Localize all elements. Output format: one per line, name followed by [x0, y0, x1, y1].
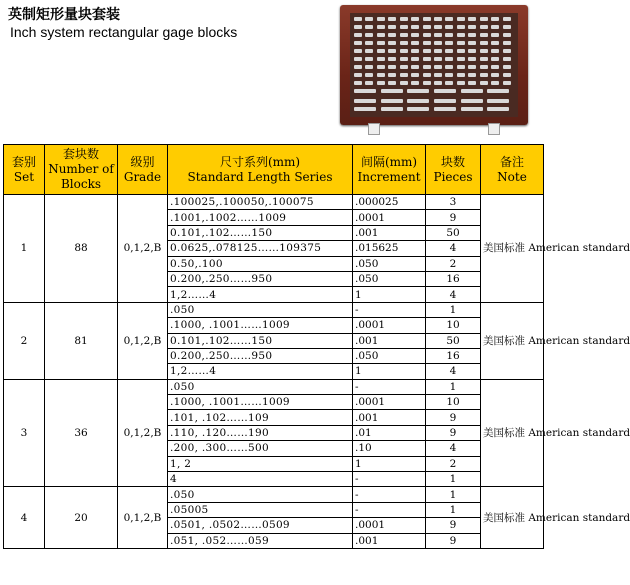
- page-title-chinese: 英制矩形量块套装: [8, 7, 120, 23]
- increment-cell: .0001: [353, 318, 426, 333]
- header-grade: 级别 Grade: [118, 145, 168, 195]
- gage-block: [423, 65, 431, 69]
- case-foot-left: [368, 123, 380, 135]
- gage-block: [411, 49, 419, 53]
- gage-block: [423, 57, 431, 61]
- gage-block: [434, 65, 442, 69]
- gage-block: [423, 81, 431, 85]
- gage-block: [423, 41, 431, 45]
- gage-block: [354, 17, 362, 21]
- length-cell: .100025,.100050,.100075: [168, 195, 353, 210]
- grade-cell: 0,1,2,B: [118, 487, 168, 549]
- header-note: 备注 Note: [481, 145, 544, 195]
- blocks-cell: 36: [45, 379, 118, 487]
- increment-cell: .001: [353, 533, 426, 548]
- length-cell: .110, .120……190: [168, 425, 353, 440]
- pieces-cell: 2: [426, 256, 481, 271]
- header-set: 套别 Set: [4, 145, 45, 195]
- length-cell: 0.101,.102……150: [168, 333, 353, 348]
- gage-block: [468, 17, 476, 21]
- gage-block: [381, 89, 403, 93]
- length-cell: .05005: [168, 502, 353, 517]
- table-header-row: [4, 145, 544, 195]
- table-row: [4, 487, 544, 502]
- table-row: [4, 379, 544, 394]
- gage-block: [480, 17, 488, 21]
- gage-block: [445, 41, 453, 45]
- gage-block: [400, 73, 408, 77]
- gage-block: [468, 81, 476, 85]
- gage-block: [503, 57, 511, 61]
- pieces-cell: 10: [426, 395, 481, 410]
- gage-block: [468, 41, 476, 45]
- gage-block: [480, 65, 488, 69]
- grade-cell: 0,1,2,B: [118, 302, 168, 379]
- pieces-cell: 16: [426, 348, 481, 363]
- increment-cell: .0001: [353, 395, 426, 410]
- gage-block: [445, 65, 453, 69]
- gage-block: [503, 17, 511, 21]
- gage-block: [480, 73, 488, 77]
- increment-cell: .10: [353, 441, 426, 456]
- blocks-cell: 88: [45, 195, 118, 303]
- gage-block: [381, 99, 403, 103]
- set-cell: 3: [4, 379, 45, 487]
- length-cell: .200, .300……500: [168, 441, 353, 456]
- increment-cell: .001: [353, 410, 426, 425]
- gage-block: [381, 107, 403, 111]
- length-cell: .050: [168, 379, 353, 394]
- gage-block: [354, 41, 362, 45]
- length-cell: .1000, .1001……1009: [168, 395, 353, 410]
- set-cell: 1: [4, 195, 45, 303]
- blocks-cell: 81: [45, 302, 118, 379]
- gage-block: [487, 89, 509, 93]
- gage-block: [457, 81, 465, 85]
- gage-block: [480, 25, 488, 29]
- gage-block: [480, 57, 488, 61]
- pieces-cell: 9: [426, 425, 481, 440]
- length-cell: 0.200,.250……950: [168, 348, 353, 363]
- gage-block: [503, 49, 511, 53]
- gage-block: [365, 73, 373, 77]
- block-tray: [350, 13, 518, 117]
- gage-block: [423, 73, 431, 77]
- set-cell: 4: [4, 487, 45, 549]
- note-cell: 美国标准 American standard: [481, 302, 544, 379]
- set-cell: 2: [4, 302, 45, 379]
- increment-cell: .000025: [353, 195, 426, 210]
- gage-block: [434, 73, 442, 77]
- gage-block: [411, 73, 419, 77]
- page-title-english: Inch system rectangular gage blocks: [10, 24, 238, 40]
- pieces-cell: 9: [426, 210, 481, 225]
- note-cell: 美国标准 American standard: [481, 195, 544, 303]
- gage-block: [407, 107, 429, 111]
- gage-block: [468, 65, 476, 69]
- gage-block: [411, 33, 419, 37]
- gage-block: [354, 57, 362, 61]
- gage-block: [461, 89, 483, 93]
- grade-cell: 0,1,2,B: [118, 195, 168, 303]
- gage-block: [434, 107, 456, 111]
- gage-block: [461, 99, 483, 103]
- gage-block: [354, 49, 362, 53]
- gage-block: [377, 41, 385, 45]
- pieces-cell: 1: [426, 472, 481, 487]
- gage-block: [400, 17, 408, 21]
- gage-block: [491, 33, 499, 37]
- gage-block: [491, 81, 499, 85]
- increment-cell: -: [353, 487, 426, 502]
- increment-cell: .0001: [353, 518, 426, 533]
- gage-block: [411, 65, 419, 69]
- gage-block: [491, 41, 499, 45]
- pieces-cell: 4: [426, 241, 481, 256]
- gage-block: [354, 89, 376, 93]
- gage-block: [434, 25, 442, 29]
- gage-block: [457, 57, 465, 61]
- length-cell: .051, .052……059: [168, 533, 353, 548]
- wooden-case: [340, 5, 528, 125]
- gage-block: [491, 17, 499, 21]
- gage-block: [434, 89, 456, 93]
- increment-cell: -: [353, 302, 426, 317]
- gage-block: [354, 81, 362, 85]
- gage-block: [423, 49, 431, 53]
- increment-cell: -: [353, 379, 426, 394]
- gage-block: [388, 25, 396, 29]
- gage-block: [503, 41, 511, 45]
- pieces-cell: 1: [426, 502, 481, 517]
- gage-block: [354, 99, 376, 103]
- pieces-cell: 4: [426, 364, 481, 379]
- gage-block: [411, 41, 419, 45]
- pieces-cell: 50: [426, 333, 481, 348]
- length-cell: 1, 2: [168, 456, 353, 471]
- length-cell: 0.101,.102……150: [168, 225, 353, 240]
- gage-block: [480, 49, 488, 53]
- gage-block: [377, 25, 385, 29]
- length-cell: .050: [168, 302, 353, 317]
- gage-block: [480, 81, 488, 85]
- note-cell: 美国标准 American standard: [481, 487, 544, 549]
- length-cell: .1000, .1001……1009: [168, 318, 353, 333]
- gage-block: [434, 17, 442, 21]
- gage-block: [377, 17, 385, 21]
- gage-block: [411, 17, 419, 21]
- table-row: [4, 302, 544, 317]
- note-cell: 美国标准 American standard: [481, 379, 544, 487]
- gage-block: [503, 73, 511, 77]
- gage-block: [388, 17, 396, 21]
- gage-block: [354, 33, 362, 37]
- gage-block: [445, 25, 453, 29]
- gage-block: [377, 33, 385, 37]
- gage-block: [400, 33, 408, 37]
- gage-block: [457, 65, 465, 69]
- gage-block: [491, 49, 499, 53]
- gage-block: [468, 57, 476, 61]
- gage-block: [491, 25, 499, 29]
- gage-block: [461, 107, 483, 111]
- gage-block: [445, 49, 453, 53]
- gage-block: [365, 41, 373, 45]
- gage-block: [400, 41, 408, 45]
- gage-block: [400, 65, 408, 69]
- gage-block: [434, 57, 442, 61]
- gage-block: [388, 81, 396, 85]
- gage-block: [423, 33, 431, 37]
- gage-block: [411, 25, 419, 29]
- gage-block: [365, 25, 373, 29]
- gage-block: [400, 49, 408, 53]
- case-foot-right: [488, 123, 500, 135]
- gage-block: [468, 49, 476, 53]
- increment-cell: -: [353, 472, 426, 487]
- increment-cell: 1: [353, 287, 426, 302]
- length-cell: 0.200,.250……950: [168, 271, 353, 286]
- pieces-cell: 2: [426, 456, 481, 471]
- pieces-cell: 1: [426, 487, 481, 502]
- gage-block: [423, 25, 431, 29]
- gage-block: [487, 99, 509, 103]
- gage-block: [491, 73, 499, 77]
- pieces-cell: 50: [426, 225, 481, 240]
- gage-block: [377, 49, 385, 53]
- increment-cell: .050: [353, 271, 426, 286]
- gage-block: [377, 57, 385, 61]
- length-cell: .1001,.1002……1009: [168, 210, 353, 225]
- gage-block: [354, 25, 362, 29]
- gage-block: [434, 81, 442, 85]
- increment-cell: .050: [353, 256, 426, 271]
- gage-block: [354, 73, 362, 77]
- gage-block: [503, 65, 511, 69]
- pieces-cell: 9: [426, 410, 481, 425]
- gage-block: [503, 33, 511, 37]
- increment-cell: 1: [353, 364, 426, 379]
- gage-block: [388, 65, 396, 69]
- pieces-cell: 1: [426, 302, 481, 317]
- gage-block: [400, 81, 408, 85]
- gage-block: [411, 57, 419, 61]
- gage-block: [423, 17, 431, 21]
- gage-block: [377, 81, 385, 85]
- pieces-cell: 1: [426, 379, 481, 394]
- gage-block: [365, 17, 373, 21]
- gage-block-set-photo: [338, 3, 534, 135]
- gage-block: [388, 41, 396, 45]
- pieces-cell: 10: [426, 318, 481, 333]
- increment-cell: .01: [353, 425, 426, 440]
- grade-cell: 0,1,2,B: [118, 379, 168, 487]
- gage-block: [457, 17, 465, 21]
- length-cell: .0501, .0502……0509: [168, 518, 353, 533]
- gage-block: [487, 107, 509, 111]
- gage-block: [365, 81, 373, 85]
- gage-block: [388, 57, 396, 61]
- gage-block: [388, 49, 396, 53]
- table-row: [4, 195, 544, 210]
- pieces-cell: 4: [426, 287, 481, 302]
- gage-block: [445, 57, 453, 61]
- gage-block: [445, 81, 453, 85]
- length-cell: .050: [168, 487, 353, 502]
- gage-block: [480, 33, 488, 37]
- pieces-cell: 16: [426, 271, 481, 286]
- gage-block: [457, 73, 465, 77]
- length-cell: 0.0625,.078125……109375: [168, 241, 353, 256]
- gage-block: [468, 73, 476, 77]
- gage-block: [503, 81, 511, 85]
- gage-block: [445, 17, 453, 21]
- length-cell: 1,2……4: [168, 364, 353, 379]
- gage-block: [468, 25, 476, 29]
- gage-block: [407, 99, 429, 103]
- header-number-of-blocks: 套块数 Number of Blocks: [45, 145, 118, 195]
- gage-block: [400, 57, 408, 61]
- gage-block: [445, 33, 453, 37]
- increment-cell: .001: [353, 225, 426, 240]
- length-cell: 1,2……4: [168, 287, 353, 302]
- gage-block: [434, 99, 456, 103]
- header-length-series: 尺寸系列(mm) Standard Length Series: [168, 145, 353, 195]
- gage-block: [388, 33, 396, 37]
- gage-block: [354, 65, 362, 69]
- length-cell: 0.50,.100: [168, 256, 353, 271]
- pieces-cell: 4: [426, 441, 481, 456]
- gage-block: [365, 57, 373, 61]
- gage-block: [377, 65, 385, 69]
- gage-block: [400, 25, 408, 29]
- gage-block: [411, 81, 419, 85]
- gage-block: [354, 107, 376, 111]
- gage-block: [388, 73, 396, 77]
- increment-cell: 1: [353, 456, 426, 471]
- gage-block: [457, 41, 465, 45]
- increment-cell: .015625: [353, 241, 426, 256]
- gage-block: [377, 73, 385, 77]
- gage-block: [480, 41, 488, 45]
- increment-cell: -: [353, 502, 426, 517]
- gage-block: [365, 49, 373, 53]
- gage-block: [503, 25, 511, 29]
- gage-block: [407, 89, 429, 93]
- increment-cell: .050: [353, 348, 426, 363]
- length-cell: 4: [168, 472, 353, 487]
- gage-block: [434, 49, 442, 53]
- pieces-cell: 9: [426, 518, 481, 533]
- gage-block: [365, 33, 373, 37]
- gage-block: [491, 57, 499, 61]
- gage-block: [457, 25, 465, 29]
- gage-block: [468, 33, 476, 37]
- gage-block: [491, 65, 499, 69]
- gage-block: [457, 33, 465, 37]
- pieces-cell: 3: [426, 195, 481, 210]
- gage-block: [434, 33, 442, 37]
- pieces-cell: 9: [426, 533, 481, 548]
- increment-cell: .0001: [353, 210, 426, 225]
- gage-block: [445, 73, 453, 77]
- gage-block: [434, 41, 442, 45]
- blocks-cell: 20: [45, 487, 118, 549]
- gage-block: [365, 65, 373, 69]
- gage-block: [457, 49, 465, 53]
- increment-cell: .001: [353, 333, 426, 348]
- header-increment: 间隔(mm) Increment: [353, 145, 426, 195]
- header-pieces: 块数 Pieces: [426, 145, 481, 195]
- length-cell: .101, .102……109: [168, 410, 353, 425]
- gage-block-spec-table: [3, 144, 630, 549]
